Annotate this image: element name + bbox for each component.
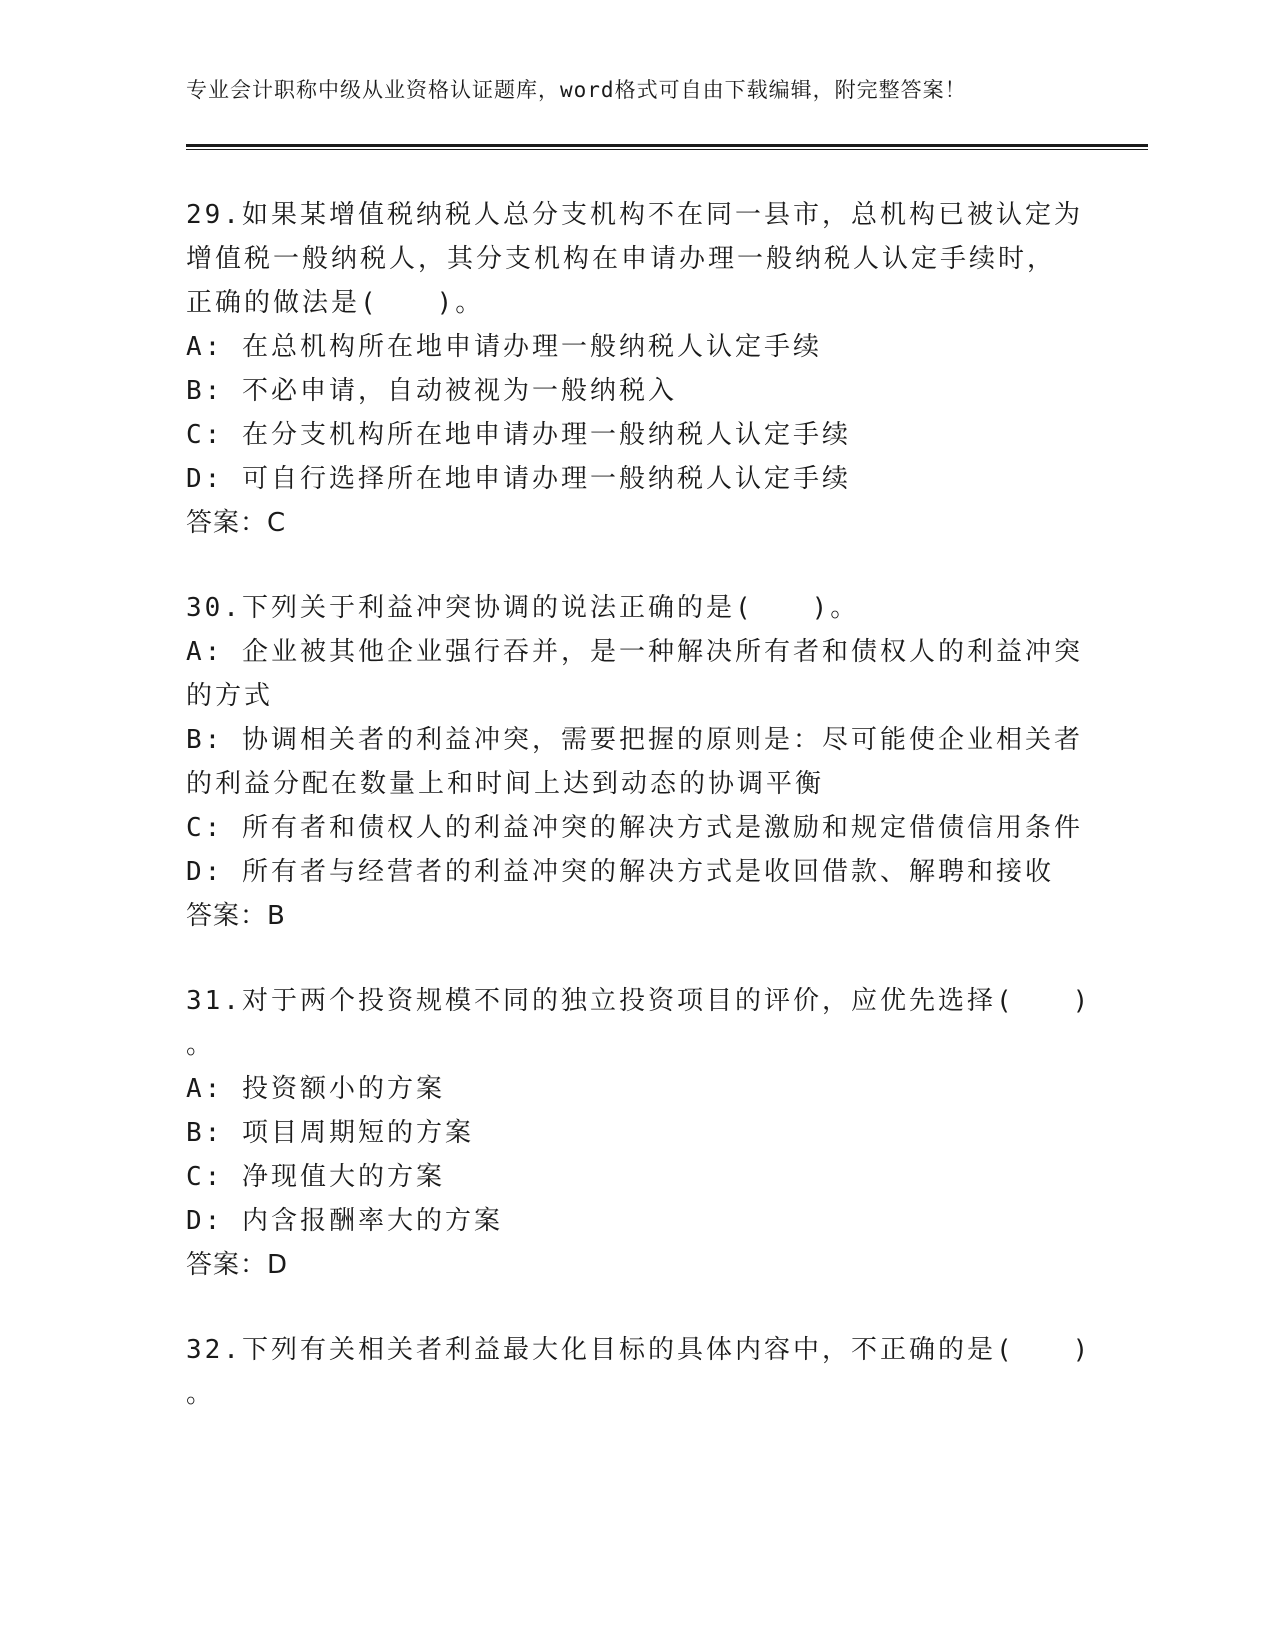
question-text: 30.下列关于利益冲突协调的说法正确的是( )。 xyxy=(186,593,860,623)
question-text: 31.对于两个投资规模不同的独立投资项目的评价，应优先选择( ) xyxy=(186,986,1092,1016)
question-text: 。 xyxy=(186,1379,216,1409)
option-a-continued: 的方式 xyxy=(186,681,274,711)
option-b: B: 不必申请，自动被视为一般纳税入 xyxy=(186,376,677,406)
option-c: C: 在分支机构所在地申请办理一般纳税人认定手续 xyxy=(186,420,851,450)
answer: 答案：C xyxy=(186,508,287,538)
option-c: C: 净现值大的方案 xyxy=(186,1162,445,1192)
option-a: A: 投资额小的方案 xyxy=(186,1074,445,1104)
option-d: D: 内含报酬率大的方案 xyxy=(186,1206,503,1236)
option-b-continued: 的利益分配在数量上和时间上达到动态的协调平衡 xyxy=(186,769,825,799)
option-c: C: 所有者和债权人的利益冲突的解决方式是激励和规定借债信用条件 xyxy=(186,813,1083,843)
question-text: 32.下列有关相关者利益最大化目标的具体内容中，不正确的是( ) xyxy=(186,1335,1092,1365)
question-text: 。 xyxy=(186,1030,216,1060)
option-d: D: 可自行选择所在地申请办理一般纳税人认定手续 xyxy=(186,464,851,494)
answer: 答案：D xyxy=(186,1250,289,1280)
option-a: A: 在总机构所在地申请办理一般纳税人认定手续 xyxy=(186,332,822,362)
option-d: D: 所有者与经营者的利益冲突的解决方式是收回借款、解聘和接收 xyxy=(186,857,1054,887)
option-b: B: 项目周期短的方案 xyxy=(186,1118,474,1148)
header-rule xyxy=(186,144,1148,150)
option-a: A: 企业被其他企业强行吞并，是一种解决所有者和债权人的利益冲突 xyxy=(186,637,1083,667)
answer: 答案：B xyxy=(186,901,286,931)
header-text: 专业会计职称中级从业资格认证题库，word格式可自由下载编辑，附完整答案！ xyxy=(186,78,967,102)
question-text: 增值税一般纳税人，其分支机构在申请办理一般纳税人认定手续时， xyxy=(186,244,1057,274)
question-text: 29.如果某增值税纳税人总分支机构不在同一县市，总机构已被认定为 xyxy=(186,200,1083,230)
question-text: 正确的做法是( )。 xyxy=(186,288,485,318)
option-b: B: 协调相关者的利益冲突，需要把握的原则是：尽可能使企业相关者 xyxy=(186,725,1083,755)
